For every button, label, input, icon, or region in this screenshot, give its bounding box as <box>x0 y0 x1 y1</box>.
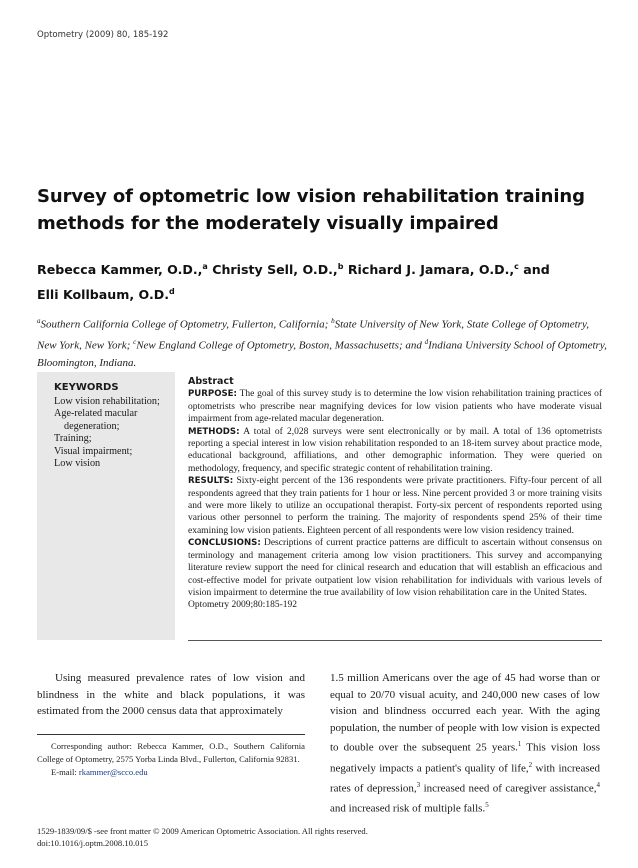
body-column-left: Using measured prevalence rates of low vision and blindness in the white and black populations, it was estimated from the 2000 census data that approximately <box>37 672 305 718</box>
author-affiliation-mark: a <box>202 262 208 271</box>
footnote-divider <box>37 734 305 735</box>
keyword-item: Low vision rehabilitation; <box>54 396 160 407</box>
affiliation-mark: c <box>133 338 137 347</box>
author-affiliation-mark: d <box>168 287 175 297</box>
abstract-purpose <box>188 388 602 425</box>
abstract-section-label: PURPOSE: <box>188 389 237 400</box>
abstract-section-label: RESULTS: <box>188 476 234 487</box>
affiliation-mark: a <box>37 317 41 325</box>
doi-line: doi:10.1016/j.optm.2008.10.015 <box>37 838 149 849</box>
reference-mark: 5 <box>485 801 489 810</box>
body-column-right <box>330 670 600 817</box>
author-affiliation-mark: c <box>514 262 519 271</box>
author-name: Richard J. Jamara, O.D., <box>347 262 515 278</box>
abstract-section-text: A total of 2,028 surveys were sent electronically or by mail. A total of 136 optometrists reporting a special interest in low vision rehabilitation responded to an 18-item survey about practice mode, educational background, affiliations, and other demographic information. They were queried on methodology, frequency, and specific strategic content of rehabilitation training. <box>188 426 602 474</box>
affiliation-text: Indiana University School of Optometry, Bloomington, Indiana. <box>37 339 607 370</box>
affiliation-text: New England College of Optometry, Boston, Massachusetts; and <box>136 339 425 352</box>
abstract-methods <box>188 426 602 476</box>
journal-header: Optometry (2009) 80, 185-192 <box>37 30 169 40</box>
article-title <box>37 183 607 237</box>
affiliation-text: Southern California College of Optometry, Fullerton, California; <box>40 318 332 331</box>
keyword-item: Training; <box>54 433 92 445</box>
body-text: and increased risk of multiple falls. <box>330 802 486 815</box>
affiliation-mark: b <box>331 317 335 325</box>
abstract-conclusions <box>188 537 602 599</box>
abstract-divider <box>188 640 602 641</box>
keyword-item: Visual impairment; <box>54 445 133 457</box>
reference-mark: 4 <box>596 780 600 789</box>
body-text: 1.5 million Americans over the age of 45 had worse than or equal to 20/70 visual acuity, and 240,000 new cases of low vision and blindness occurred each year. With the aging population, the number of people with low vision is expected to double over the subsequent 25 years. <box>330 672 600 755</box>
abstract <box>188 376 602 612</box>
abstract-heading: Abstract <box>188 376 234 387</box>
footnote-text: Corresponding author: Rebecca Kammer, O.D., Southern California College of Optometry, 2575 Yorba Linda Blvd., Fullerton, California 92831. <box>37 741 305 765</box>
abstract-section-text: Sixty-eight percent of the 136 respondents were private practitioners. Fifty-four percent of all respondents agreed that they train patients for 1 hour or less. Nine percent provided 3 or more training visits and were more likely to utilize an occupational therapist. Forty-six percent of respondents reported using various other personnel to perform the training. The majority of respondents spend 25% of their time examining low vision patients. Eighteen percent of all respondents were low vision residency trained. <box>188 476 603 536</box>
affiliation-text: State University of New York, State College of Optometry, New York, New York; <box>37 318 589 352</box>
body-text: increased need of caregiver assistance, <box>420 782 597 795</box>
author-name: Christy Sell, O.D., <box>212 262 338 278</box>
copyright-notice <box>37 825 537 850</box>
title-line-1: Survey of optometric low vision rehabilitation training <box>37 186 585 207</box>
abstract-citation: Optometry 2009;80:185-192 <box>188 600 297 611</box>
affiliation-mark: d <box>424 338 429 347</box>
author-separator: and <box>518 262 550 278</box>
abstract-section-label: CONCLUSIONS: <box>188 538 261 549</box>
abstract-section-label: METHODS: <box>188 426 240 437</box>
abstract-section-text: Descriptions of current practice patterns are difficult to ascertain without consensus on terminology and management criteria among low vision practitioners. This survey and accompanying literature review support the need for clinical research and education that will establish an efficacious and cost-effective model for private outpatient low vision rehabilitation for individuals with various levels of vision impairment to determine the true availability of low vision rehabilitation care in the United States. <box>188 538 602 598</box>
reference-mark: 2 <box>528 760 533 769</box>
email-link[interactable]: rkammer@scco.edu <box>78 767 148 778</box>
footnote-email-line <box>37 766 305 779</box>
abstract-section-text: The goal of this survey study is to determine the low vision rehabilitation training practices of optometrists who prescribe near magnifying devices for low vision patients who have moderate visual impairment from age-related macular degeneration. <box>188 389 602 425</box>
keywords-list <box>54 396 172 470</box>
keyword-item: Age-related macular degeneration; <box>54 408 138 432</box>
copyright-line: 1529-1839/09/$ -see front matter © 2009 American Optometric Association. All rights reserved. <box>37 826 368 836</box>
body-text: This vision loss negatively impacts a patient's quality of life, <box>330 742 600 775</box>
corresponding-author-footnote <box>37 740 305 780</box>
reference-mark: 1 <box>517 740 522 749</box>
keywords-heading: KEYWORDS <box>54 382 119 393</box>
body-text: with increased rates of depression, <box>330 762 600 795</box>
affiliations <box>37 313 609 373</box>
author-name: Rebecca Kammer, O.D., <box>37 262 203 278</box>
abstract-results <box>188 475 602 537</box>
author-list <box>37 256 607 306</box>
keywords-box <box>37 372 175 640</box>
reference-mark: 3 <box>416 780 421 789</box>
title-line-2: methods for the moderately visually impaired <box>37 213 499 234</box>
author-name: Elli Kollbaum, O.D. <box>37 287 169 303</box>
keyword-item: Low vision <box>54 458 101 470</box>
author-affiliation-mark: b <box>337 262 344 271</box>
email-label: E-mail: <box>51 767 79 778</box>
